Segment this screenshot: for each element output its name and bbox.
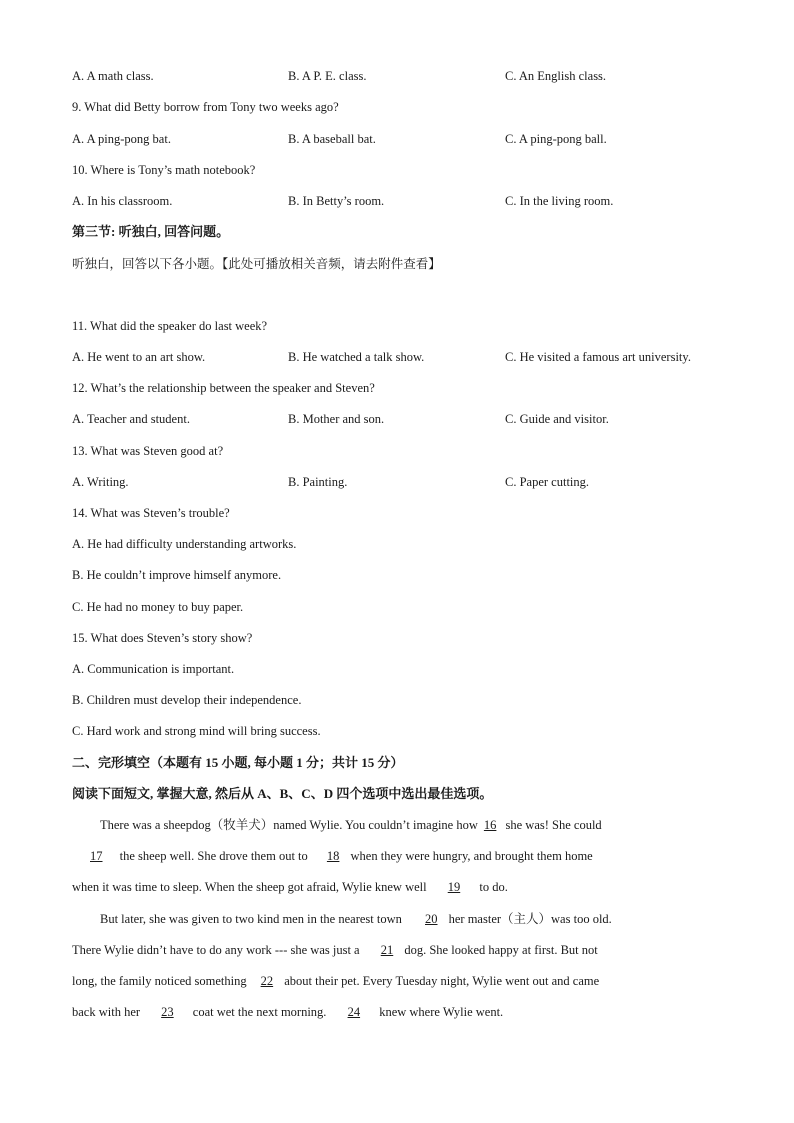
- passage-line-2: [72, 848, 593, 864]
- passage-text: But later, she was given to two kind men in the nearest town: [100, 912, 405, 926]
- q10-option-a: A. In his classroom.: [72, 194, 173, 208]
- q10-option-c: C. In the living room.: [505, 194, 614, 208]
- passage-line-1: [100, 817, 602, 833]
- q11-option-c: C. He visited a famous art university.: [505, 350, 691, 364]
- q13-option-a: A. Writing.: [72, 475, 129, 489]
- q11-option-b: B. He watched a talk show.: [288, 350, 425, 364]
- q8-option-b: B. A P. E. class.: [288, 69, 367, 83]
- passage-text: the sheep well. She drove them out to: [116, 849, 311, 863]
- q15-option-c: C. Hard work and strong mind will bring success.: [72, 724, 321, 738]
- q14-stem: 14. What was Steven’s trouble?: [72, 506, 230, 520]
- blank-16: 16: [483, 818, 497, 832]
- q8-option-c: C. An English class.: [505, 69, 607, 83]
- q12-option-a: A. Teacher and student.: [72, 412, 190, 426]
- passage-text: There was a sheepdog（牧羊犬）named Wylie. You couldn’t imagine how: [100, 818, 478, 832]
- passage-text: when it was time to sleep. When the sheep got afraid, Wylie knew well: [72, 880, 430, 894]
- q15-stem: 15. What does Steven’s story show?: [72, 631, 253, 645]
- q13-stem: 13. What was Steven good at?: [72, 444, 224, 458]
- passage-text: she was! She could: [502, 818, 602, 832]
- blank-24: 24: [347, 1005, 361, 1019]
- passage-text: There Wylie didn’t have to do any work --- she was just a: [72, 943, 363, 957]
- passage-text: coat wet the next morning.: [189, 1005, 330, 1019]
- blank-23: 23: [161, 1005, 174, 1019]
- passage-line-7: [72, 1004, 503, 1020]
- passage-text: long, the family noticed something: [72, 974, 247, 988]
- q13-option-b: B. Painting.: [288, 475, 348, 489]
- passage-line-4: [100, 911, 612, 927]
- q8-option-a: A. A math class.: [72, 69, 154, 83]
- passage-line-3: [72, 879, 508, 895]
- section3-instruction: 听独白，回答以下各小题。【此处可播放相关音频，请去附件查看】: [72, 257, 441, 271]
- q11-stem: 11. What did the speaker do last week?: [72, 319, 268, 333]
- passage-text: her master（主人）was too old.: [445, 912, 612, 926]
- q14-option-b: B. He couldn’t improve himself anymore.: [72, 568, 282, 582]
- q13-option-c: C. Paper cutting.: [505, 475, 590, 489]
- part2-title: 二、完形填空（本题有 15 小题, 每小题 1 分；共计 15 分）: [72, 755, 404, 770]
- q10-option-b: B. In Betty’s room.: [288, 194, 385, 208]
- blank-20: 20: [425, 912, 438, 926]
- q12-option-c: C. Guide and visitor.: [505, 412, 609, 426]
- blank-22: 22: [260, 974, 274, 988]
- passage-text: knew where Wylie went.: [376, 1005, 504, 1019]
- section3-title: 第三节: 听独白, 回答问题。: [72, 224, 230, 239]
- part2-instruction: 阅读下面短文, 掌握大意, 然后从 A、B、C、D 四个选项中选出最佳选项。: [72, 786, 493, 801]
- q14-option-a: A. He had difficulty understanding artworks.: [72, 537, 297, 551]
- q9-option-c: C. A ping-pong ball.: [505, 132, 607, 146]
- passage-text: to do.: [476, 880, 508, 894]
- passage-text: about their pet. Every Tuesday night, Wylie went out and came: [281, 974, 600, 988]
- q9-option-b: B. A baseball bat.: [288, 132, 376, 146]
- q14-option-c: C. He had no money to buy paper.: [72, 600, 244, 614]
- q15-option-a: A. Communication is important.: [72, 662, 235, 676]
- passage-text: when they were hungry, and brought them home: [347, 849, 593, 863]
- passage-text: back with her: [72, 1005, 144, 1019]
- passage-line-6: [72, 973, 599, 989]
- q15-option-b: B. Children must develop their independence.: [72, 693, 302, 707]
- q10-stem: 10. Where is Tony’s math notebook?: [72, 163, 256, 177]
- blank-18: 18: [326, 849, 340, 863]
- q9-option-a: A. A ping-pong bat.: [72, 132, 171, 146]
- blank-21: 21: [380, 943, 394, 957]
- q9-stem: 9. What did Betty borrow from Tony two weeks ago?: [72, 100, 339, 114]
- q11-option-a: A. He went to an art show.: [72, 350, 206, 364]
- q12-stem: 12. What’s the relationship between the speaker and Steven?: [72, 381, 375, 395]
- passage-line-5: [72, 942, 598, 958]
- passage-text: dog. She looked happy at first. But not: [401, 943, 598, 957]
- blank-17: 17: [90, 849, 103, 863]
- blank-19: 19: [447, 880, 461, 894]
- q12-option-b: B. Mother and son.: [288, 412, 385, 426]
